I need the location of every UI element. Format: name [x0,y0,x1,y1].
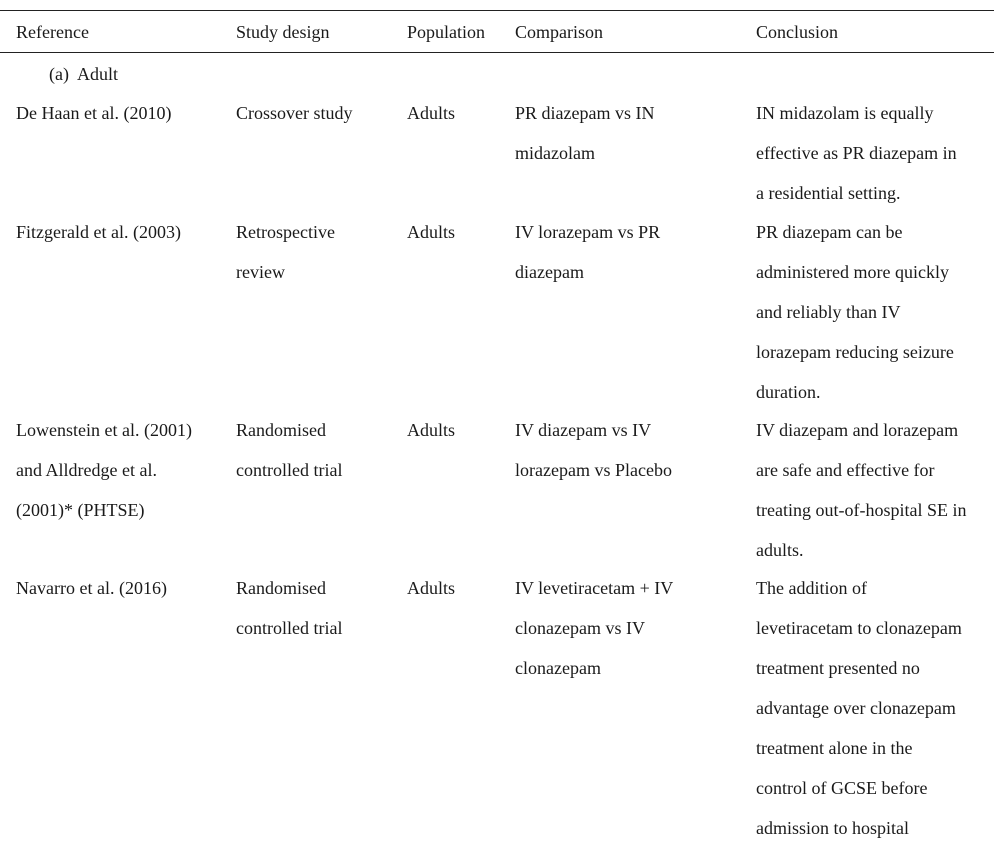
cell-population [407,212,507,252]
line: review [236,262,285,282]
line: a residential setting. [756,183,901,203]
cell-comparison [515,410,745,490]
line: Randomised [236,578,326,598]
line: Adults [407,578,456,598]
line: IN midazolam is equally [756,103,934,123]
cell-population [407,410,507,450]
line: treatment alone in the [756,738,913,758]
line: Adults [407,222,456,242]
cell-reference [16,93,226,133]
cell-reference [16,212,226,252]
line: controlled trial [236,618,343,638]
header-study-design: Study design [236,22,330,42]
table-top-rule [0,10,994,11]
cell-study-design [236,410,396,490]
line: effective as PR diazepam in [756,143,957,163]
cell-study-design [236,212,396,292]
line: advantage over clonazepam [756,698,956,718]
cell-comparison [515,212,745,292]
cell-population [407,568,507,608]
line: treating out-of-hospital SE in [756,500,967,520]
line: clonazepam vs IV [515,618,645,638]
table-header [0,21,1000,43]
line: diazepam [515,262,584,282]
header-population: Population [407,22,486,42]
line: controlled trial [236,460,343,480]
header-conclusion: Conclusion [756,22,839,42]
line: Adults [407,103,456,123]
line: Fitzgerald et al. (2003) [16,222,181,242]
line: control of GCSE before [756,778,928,798]
cell-study-design [236,93,396,133]
cell-comparison [515,93,745,173]
header-comparison: Comparison [515,22,603,42]
line: PR diazepam vs IN [515,103,655,123]
cell-study-design [236,568,396,648]
cell-conclusion [756,410,992,570]
cell-comparison [515,568,745,688]
line: levetiracetam to clonazepam [756,618,962,638]
line: Lowenstein et al. (2001) [16,420,192,440]
table-header-rule [0,52,994,53]
line: PR diazepam can be [756,222,903,242]
cell-conclusion [756,568,992,848]
line: The addition of [756,578,867,598]
line: IV diazepam and lorazepam [756,420,959,440]
header-reference: Reference [16,22,89,42]
line: Navarro et al. (2016) [16,578,167,598]
line: and Alldredge et al. [16,460,157,480]
line: and reliably than IV [756,302,901,322]
line: administered more quickly [756,262,949,282]
cell-reference [16,410,226,530]
line: IV diazepam vs IV [515,420,652,440]
cell-conclusion [756,212,992,412]
cell-population [407,93,507,133]
line: De Haan et al. (2010) [16,103,172,123]
cell-reference [16,568,226,608]
line: Adults [407,420,456,440]
line: lorazepam reducing seizure [756,342,954,362]
line: lorazepam vs Placebo [515,460,672,480]
cell-conclusion [756,93,992,213]
line: IV levetiracetam + IV [515,578,674,598]
line: admission to hospital [756,818,909,838]
section-label: (a) Adult [49,64,118,84]
line: duration. [756,382,821,402]
line: Crossover study [236,103,353,123]
line: adults. [756,540,804,560]
line: IV lorazepam vs PR [515,222,661,242]
line: Randomised [236,420,326,440]
line: clonazepam [515,658,601,678]
line: (2001)* (PHTSE) [16,500,145,520]
line: are safe and effective for [756,460,935,480]
line: midazolam [515,143,595,163]
line: Retrospective [236,222,335,242]
line: treatment presented no [756,658,920,678]
